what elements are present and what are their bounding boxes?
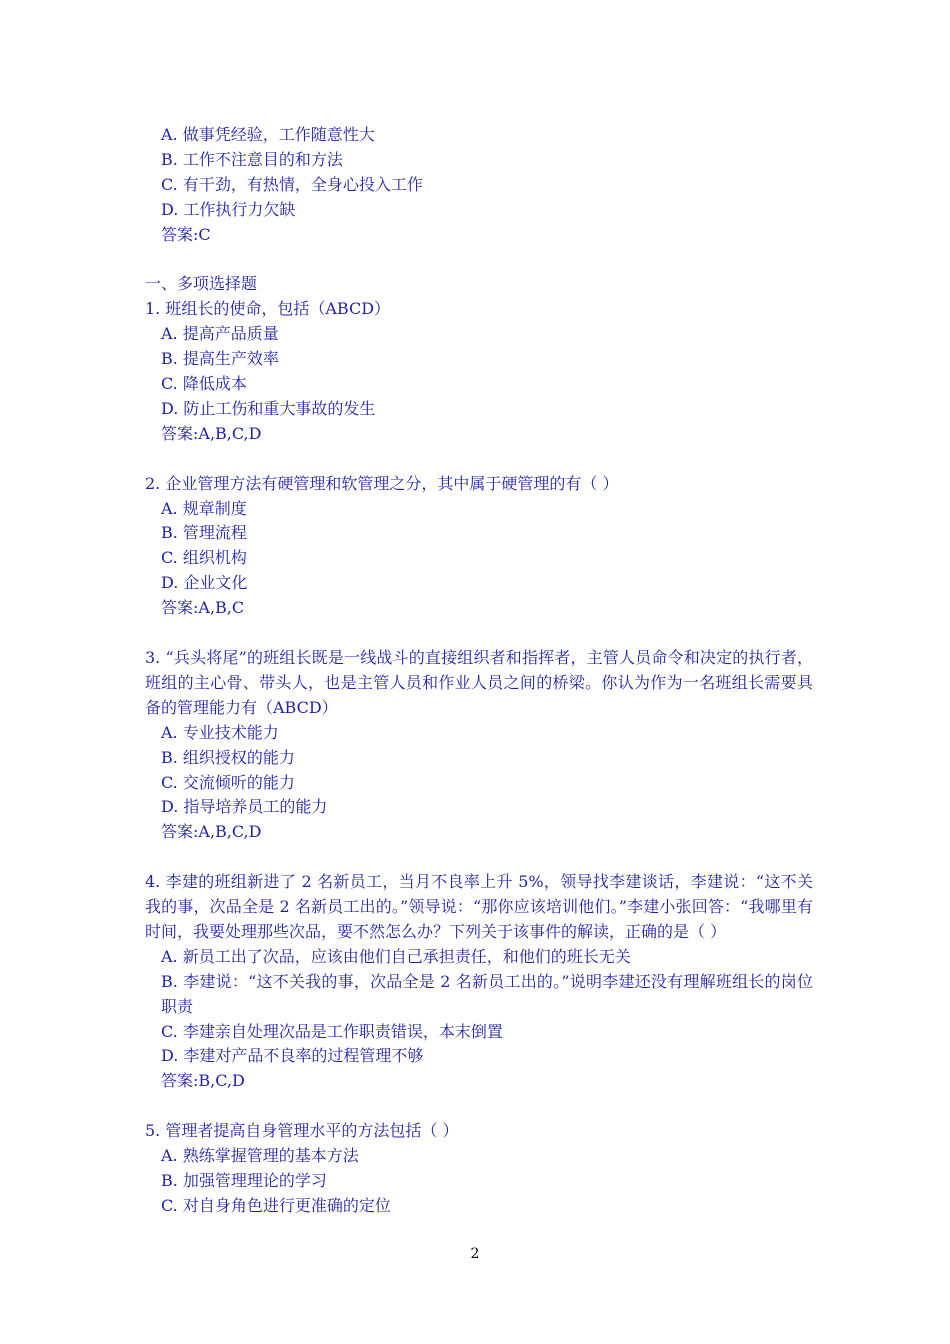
question-3-option-a: A. 专业技术能力 [161, 722, 279, 742]
question-4-option-d: D. 李建对产品不良率的过程管理不够 [161, 1046, 424, 1066]
document-body [145, 123, 813, 1219]
question-2-option-c: C. 组织机构 [161, 548, 247, 568]
question-1-option-d: D. 防止工伤和重大事故的发生 [161, 398, 376, 418]
question-2-option-b: B. 管理流程 [161, 523, 247, 543]
question-5-text: 5. 管理者提高自身管理水平的方法包括（ ） [145, 1121, 459, 1141]
question-3-option-d: D. 指导培养员工的能力 [161, 797, 328, 817]
question-4-option-a: A. 新员工出了次品，应该由他们自己承担责任，和他们的班长无关 [161, 946, 631, 966]
question-1-option-b: B. 提高生产效率 [161, 349, 279, 369]
question-5-option-a: A. 熟练掌握管理的基本方法 [161, 1146, 359, 1166]
question-5-option-b: B. 加强管理理论的学习 [161, 1170, 327, 1190]
question-5-option-c: C. 对自身角色进行更准确的定位 [161, 1195, 391, 1215]
question-4-answer: 答案:B,C,D [161, 1071, 245, 1091]
carryover-answer: 答案:C [161, 224, 211, 244]
question-4-option-c: C. 李建亲自处理次品是工作职责错误，本末倒置 [161, 1021, 503, 1041]
question-3-option-b: B. 组织授权的能力 [161, 747, 295, 767]
question-4-option-b: B. 李建说：“这不关我的事，次品全是 2 名新员工出的。”说明李建还没有理解班组长的岗位职责 [161, 971, 813, 1016]
question-2-answer: 答案:A,B,C [161, 598, 245, 618]
question-4-text: 4. 李建的班组新进了 2 名新员工，当月不良率上升 5%，领导找李建谈话，李建说：“这不关我的事，次品全是 2 名新员工出的。”领导说：“那你应该培训他们。”李建小张回答：“我哪里有时间，我要处理那些次品，要不然怎么办？下列关于该事件的解读，正确的是（ ） [145, 872, 813, 941]
question-3-option-c: C. 交流倾听的能力 [161, 772, 295, 792]
question-2-text: 2. 企业管理方法有硬管理和软管理之分，其中属于硬管理的有（ ） [145, 473, 619, 493]
carryover-option-d: D. 工作执行力欠缺 [161, 199, 296, 219]
section-title: 一、多项选择题 [145, 274, 258, 294]
question-2-option-a: A. 规章制度 [161, 498, 247, 518]
question-1-option-c: C. 降低成本 [161, 374, 247, 394]
question-3-answer: 答案:A,B,C,D [161, 822, 262, 842]
question-1-text: 1. 班组长的使命，包括（ABCD） [145, 299, 391, 319]
question-1-option-a: A. 提高产品质量 [161, 324, 279, 344]
question-3-text: 3. “兵头将尾”的班组长既是一线战斗的直接组织者和指挥者，主管人员命令和决定的执行者，班组的主心骨、带头人，也是主管人员和作业人员之间的桥梁。你认为作为一名班组长需要具备的管理能力有（ABCD） [145, 647, 813, 717]
carryover-option-c: C. 有干劲，有热情，全身心投入工作 [161, 174, 423, 194]
carryover-option-a: A. 做事凭经验，工作随意性大 [161, 125, 375, 144]
question-1-answer: 答案:A,B,C,D [161, 423, 262, 443]
question-2-option-d: D. 企业文化 [161, 573, 248, 593]
carryover-option-b: B. 工作不注意目的和方法 [161, 149, 343, 169]
page-number: 2 [470, 1246, 480, 1262]
